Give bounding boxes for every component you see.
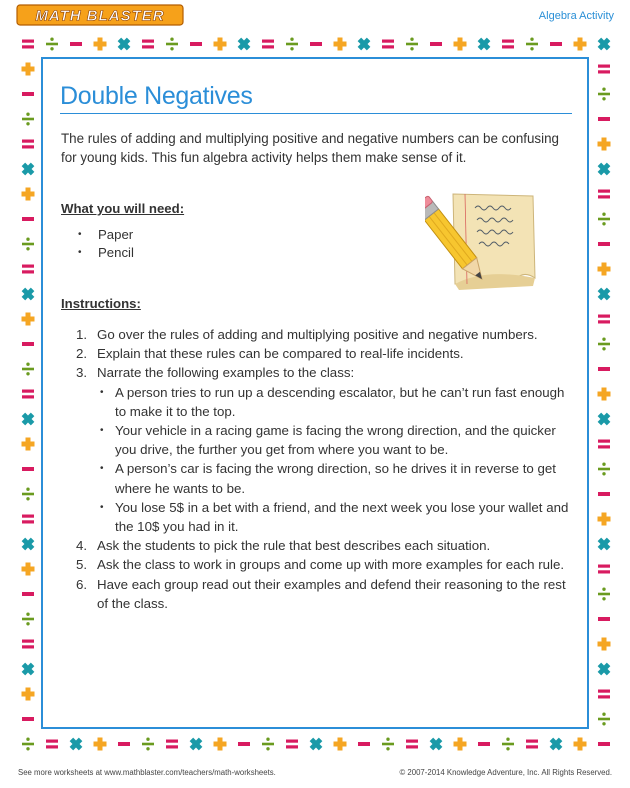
page-title: Double Negatives bbox=[60, 82, 253, 110]
equals-symbol-icon bbox=[22, 140, 34, 149]
divide-symbol-icon bbox=[598, 88, 610, 101]
intro-paragraph: The rules of adding and multiplying positive and negative numbers can be confusing for young kids. This fun algebra activity helps them make sense of it. bbox=[61, 131, 559, 165]
plus-symbol-icon bbox=[598, 138, 611, 151]
example-item: • Your vehicle in a racing game is facing the wrong direction, and the quicker you drive, the further you get from where you want to be. bbox=[97, 421, 576, 459]
plus-symbol-icon bbox=[598, 513, 611, 526]
equals-symbol-icon bbox=[286, 740, 298, 749]
plus-symbol-icon bbox=[214, 738, 227, 751]
equals-symbol-icon bbox=[22, 640, 34, 649]
plus-symbol-icon bbox=[22, 438, 35, 451]
times-symbol-icon bbox=[595, 285, 613, 303]
plus-symbol-icon bbox=[574, 38, 587, 51]
equals-symbol-icon bbox=[406, 740, 418, 749]
title-divider bbox=[60, 113, 572, 114]
equals-symbol-icon bbox=[382, 40, 394, 49]
times-symbol-icon bbox=[187, 735, 205, 753]
instructions-heading: Instructions: bbox=[61, 296, 141, 311]
divide-symbol-icon bbox=[22, 488, 34, 501]
divide-symbol-icon bbox=[598, 213, 610, 226]
equals-symbol-icon bbox=[22, 40, 34, 49]
equals-symbol-icon bbox=[142, 40, 154, 49]
times-symbol-icon bbox=[19, 660, 37, 678]
plus-symbol-icon bbox=[598, 263, 611, 276]
minus-symbol-icon bbox=[22, 717, 34, 721]
instruction-step: 5. Ask the class to work in groups and come up with more examples for each rule. bbox=[76, 557, 565, 573]
example-item: • You lose 5$ in a bet with a friend, and the next week you lose your wallet and the 10$ you had in it. bbox=[97, 498, 576, 536]
example-item: • A person tries to run up a descending escalator, but he can’t run fast enough to make it to the top. bbox=[97, 383, 576, 421]
minus-symbol-icon bbox=[310, 42, 322, 46]
times-symbol-icon bbox=[19, 410, 37, 428]
plus-symbol-icon bbox=[454, 738, 467, 751]
materials-item-paper: • Paper bbox=[76, 226, 134, 244]
equals-symbol-icon bbox=[22, 265, 34, 274]
plus-symbol-icon bbox=[22, 688, 35, 701]
divide-symbol-icon bbox=[22, 613, 34, 626]
divide-symbol-icon bbox=[142, 738, 154, 751]
divide-symbol-icon bbox=[598, 463, 610, 476]
divide-symbol-icon bbox=[22, 113, 34, 126]
divide-symbol-icon bbox=[46, 38, 58, 51]
equals-symbol-icon bbox=[598, 315, 610, 324]
divide-symbol-icon bbox=[382, 738, 394, 751]
times-symbol-icon bbox=[595, 35, 613, 53]
instruction-step: 4. Ask the students to pick the rule that best describes each situation. bbox=[76, 538, 491, 554]
instructions-list bbox=[76, 325, 576, 613]
minus-symbol-icon bbox=[598, 617, 610, 621]
minus-symbol-icon bbox=[478, 742, 490, 746]
divide-symbol-icon bbox=[22, 738, 34, 751]
minus-symbol-icon bbox=[550, 42, 562, 46]
times-symbol-icon bbox=[595, 535, 613, 553]
minus-symbol-icon bbox=[358, 742, 370, 746]
equals-symbol-icon bbox=[262, 40, 274, 49]
math-blaster-logo bbox=[16, 4, 184, 26]
materials-list bbox=[76, 226, 134, 262]
equals-symbol-icon bbox=[22, 390, 34, 399]
minus-symbol-icon bbox=[598, 242, 610, 246]
times-symbol-icon bbox=[355, 35, 373, 53]
plus-symbol-icon bbox=[334, 38, 347, 51]
times-symbol-icon bbox=[547, 735, 565, 753]
times-symbol-icon bbox=[115, 35, 133, 53]
times-symbol-icon bbox=[595, 160, 613, 178]
materials-heading: What you will need: bbox=[61, 201, 185, 216]
plus-symbol-icon bbox=[94, 738, 107, 751]
plus-symbol-icon bbox=[22, 63, 35, 76]
minus-symbol-icon bbox=[238, 742, 250, 746]
times-symbol-icon bbox=[595, 410, 613, 428]
times-symbol-icon bbox=[475, 35, 493, 53]
paper-pencil-illustration bbox=[425, 188, 545, 292]
footer-copyright: © 2007-2014 Knowledge Adventure, Inc. All Rights Reserved. bbox=[399, 768, 612, 777]
minus-symbol-icon bbox=[70, 42, 82, 46]
equals-symbol-icon bbox=[46, 740, 58, 749]
divide-symbol-icon bbox=[526, 38, 538, 51]
plus-symbol-icon bbox=[94, 38, 107, 51]
equals-symbol-icon bbox=[598, 190, 610, 199]
divide-symbol-icon bbox=[406, 38, 418, 51]
footer-website-link[interactable]: See more worksheets at www.mathblaster.com/teachers/math-worksheets. bbox=[18, 768, 276, 777]
equals-symbol-icon bbox=[598, 440, 610, 449]
equals-symbol-icon bbox=[526, 740, 538, 749]
divide-symbol-icon bbox=[286, 38, 298, 51]
minus-symbol-icon bbox=[22, 592, 34, 596]
plus-symbol-icon bbox=[214, 38, 227, 51]
instruction-step: 6. Have each group read out their examples and defend their reasoning to the rest of the class. bbox=[76, 576, 566, 611]
instruction-step: 3. Narrate the following examples to the class: • A person tries to run up a descending escalator, but he can’t run fast enough to make it to the top. • Your vehicle in a racing game is facing the wrong direction, and the quicker you drive, the further you get from where you want to be. • A person’s car is facing the wrong direction, so he drives it in reverse to get where he wants to be. • You lose 5$ in a bet with a friend, and the next week you lose your wallet and the 10$ you had in it. bbox=[76, 363, 576, 536]
times-symbol-icon bbox=[427, 735, 445, 753]
paper-icon bbox=[453, 194, 535, 290]
minus-symbol-icon bbox=[22, 92, 34, 96]
plus-symbol-icon bbox=[598, 638, 611, 651]
equals-symbol-icon bbox=[502, 40, 514, 49]
times-symbol-icon bbox=[19, 285, 37, 303]
minus-symbol-icon bbox=[190, 42, 202, 46]
minus-symbol-icon bbox=[22, 342, 34, 346]
divide-symbol-icon bbox=[598, 338, 610, 351]
times-symbol-icon bbox=[19, 535, 37, 553]
minus-symbol-icon bbox=[430, 42, 442, 46]
divide-symbol-icon bbox=[22, 363, 34, 376]
example-item: • A person’s car is facing the wrong direction, so he drives it in reverse to get where he wants to be. bbox=[97, 459, 576, 497]
logo-text: MATH BLASTER bbox=[35, 7, 165, 25]
times-symbol-icon bbox=[235, 35, 253, 53]
instruction-step: 2. Explain that these rules can be compared to real-life incidents. bbox=[76, 346, 464, 362]
times-symbol-icon bbox=[595, 660, 613, 678]
divide-symbol-icon bbox=[166, 38, 178, 51]
minus-symbol-icon bbox=[598, 492, 610, 496]
times-symbol-icon bbox=[19, 160, 37, 178]
equals-symbol-icon bbox=[166, 740, 178, 749]
minus-symbol-icon bbox=[22, 467, 34, 471]
plus-symbol-icon bbox=[22, 563, 35, 576]
equals-symbol-icon bbox=[22, 515, 34, 524]
plus-symbol-icon bbox=[22, 188, 35, 201]
divide-symbol-icon bbox=[22, 238, 34, 251]
plus-symbol-icon bbox=[454, 38, 467, 51]
equals-symbol-icon bbox=[598, 565, 610, 574]
times-symbol-icon bbox=[67, 735, 85, 753]
equals-symbol-icon bbox=[598, 690, 610, 699]
plus-symbol-icon bbox=[574, 738, 587, 751]
minus-symbol-icon bbox=[118, 742, 130, 746]
examples-list bbox=[97, 383, 576, 537]
instruction-step: 1. Go over the rules of adding and multiplying positive and negative numbers. bbox=[76, 327, 538, 342]
minus-symbol-icon bbox=[598, 367, 610, 371]
minus-symbol-icon bbox=[22, 217, 34, 221]
plus-symbol-icon bbox=[598, 388, 611, 401]
materials-item-pencil: • Pencil bbox=[76, 244, 134, 262]
minus-symbol-icon bbox=[598, 117, 610, 121]
plus-symbol-icon bbox=[22, 313, 35, 326]
minus-symbol-icon bbox=[598, 742, 610, 746]
divide-symbol-icon bbox=[598, 588, 610, 601]
divide-symbol-icon bbox=[262, 738, 274, 751]
divide-symbol-icon bbox=[502, 738, 514, 751]
times-symbol-icon bbox=[307, 735, 325, 753]
activity-type-label: Algebra Activity bbox=[538, 10, 614, 22]
plus-symbol-icon bbox=[334, 738, 347, 751]
divide-symbol-icon bbox=[598, 713, 610, 726]
equals-symbol-icon bbox=[598, 65, 610, 74]
